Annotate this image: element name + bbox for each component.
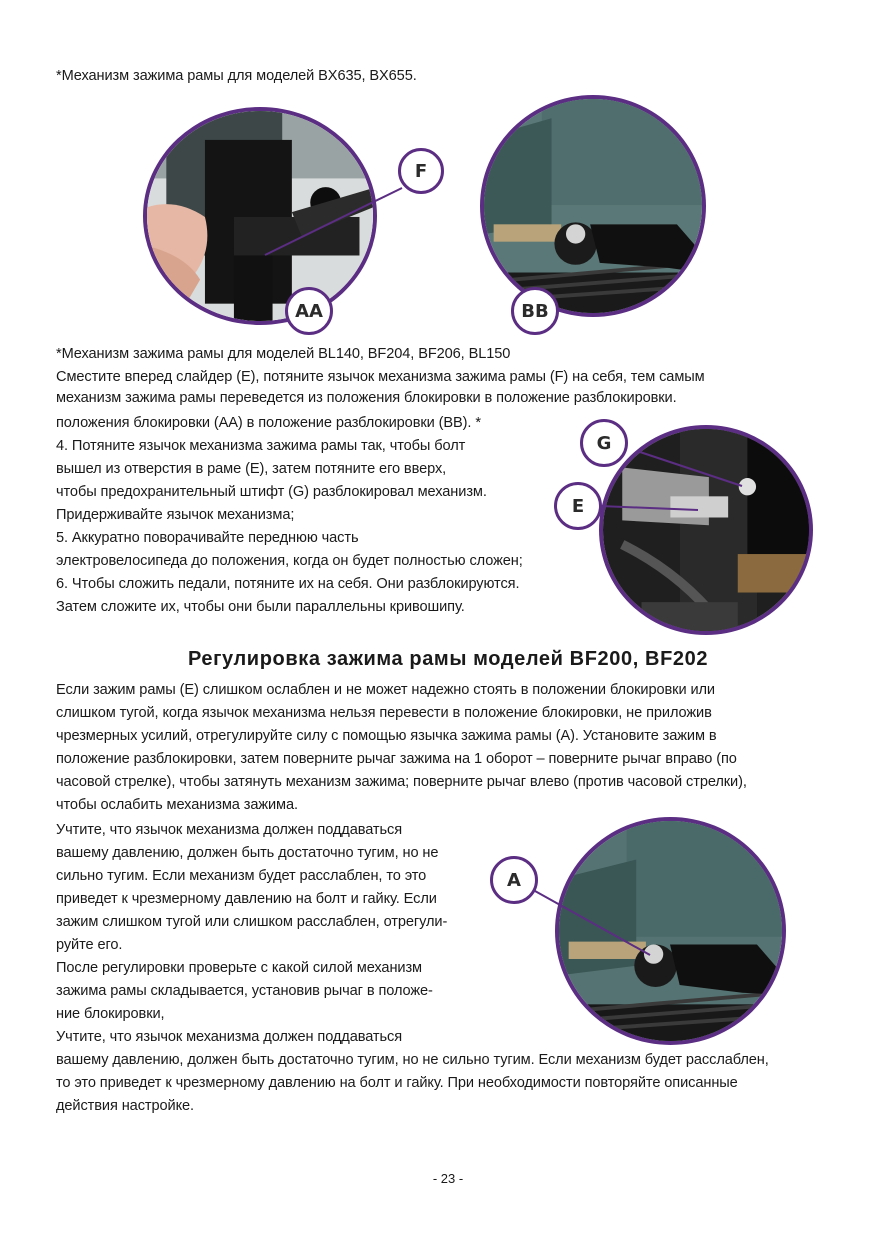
- text-line: вашему давлению, должен быть достаточно тугим, но не сильно тугим. Если механизм будет расслаблен,: [56, 1052, 769, 1068]
- text-line: Если зажим рамы (E) слишком ослаблен и не может надежно стоять в положении блокировки или: [56, 682, 715, 698]
- section-heading: Регулировка зажима рамы моделей BF200, BF202: [187, 648, 709, 670]
- text-line: ние блокировки,: [56, 1006, 165, 1022]
- label-g-badge: G: [580, 419, 628, 467]
- photo-safety-pin: [599, 425, 813, 635]
- text-line: зажим слишком тугой или слишком расслаблен, отрегули-: [56, 914, 448, 930]
- label-f-badge: F: [398, 148, 444, 194]
- text-line: чтобы предохранительный штифт (G) разблокировал механизм.: [56, 484, 487, 500]
- text-line: руйте его.: [56, 937, 123, 953]
- text-line: После регулировки проверьте с какой силой механизм: [56, 960, 422, 976]
- text-line: действия настройке.: [56, 1098, 194, 1114]
- label-aa-badge: AA: [285, 287, 333, 335]
- text-line: положение разблокировки, затем поверните рычаг зажима на 1 оборот – поверните рычаг вправо (по: [56, 751, 737, 767]
- text-line: Учтите, что язычок механизма должен поддаваться: [56, 822, 403, 838]
- page-number: - 23 -: [432, 1171, 464, 1186]
- text-line: положения блокировки (AA) в положение разблокировки (BB). *: [56, 415, 481, 431]
- photo-locked-position: [143, 107, 377, 325]
- text-line: зажима рамы складывается, установив рычаг в положе-: [56, 983, 433, 999]
- text-line: Затем сложите их, чтобы они были параллельны кривошипу.: [56, 599, 465, 615]
- text-line: слишком тугой, когда язычок механизма нельзя перевести в положение блокировки, не приложив: [56, 705, 712, 721]
- intro-line-2: механизм зажима рамы переведется из положения блокировки в положение разблокировки.: [56, 390, 677, 406]
- text-line: приведет к чрезмерному давлению на болт и гайку. Если: [56, 891, 437, 907]
- text-line: вышел из отверстия в раме (E), затем потяните его вверх,: [56, 461, 447, 477]
- label-a-badge: A: [490, 856, 538, 904]
- photo-unlocked-position: [480, 95, 706, 317]
- intro-line-1: Сместите вперед слайдер (E), потяните язычок механизма зажима рамы (F) на себя, тем самым: [56, 369, 705, 385]
- text-line: электровелосипеда до положения, когда он будет полностью сложен;: [56, 553, 523, 569]
- note-bl-models: *Механизм зажима рамы для моделей BL140, BF204, BF206, BL150: [56, 346, 511, 362]
- text-line: Учтите, что язычок механизма должен поддаваться: [56, 1029, 403, 1045]
- text-line: чтобы ослабить механизма зажима.: [56, 797, 298, 813]
- text-line: часовой стрелке), чтобы затянуть механизм зажима; поверните рычаг влево (против часовой стрелки),: [56, 774, 747, 790]
- text-line: 5. Аккуратно поворачивайте переднюю часть: [56, 530, 359, 546]
- text-line: то это приведет к чрезмерному давлению на болт и гайку. При необходимости повторяйте описанные: [56, 1075, 738, 1091]
- label-bb-badge: BB: [511, 287, 559, 335]
- text-line: 6. Чтобы сложить педали, потяните их на себя. Они разблокируются.: [56, 576, 520, 592]
- text-line: сильно тугим. Если механизм будет расслаблен, то это: [56, 868, 427, 884]
- text-line: чрезмерных усилий, отрегулируйте силу с помощью язычка зажима рамы (A). Установите зажим в: [56, 728, 717, 744]
- text-line: вашему давлению, должен быть достаточно тугим, но не: [56, 845, 439, 861]
- note-bx-models: *Механизм зажима рамы для моделей BX635, BX655.: [56, 68, 417, 84]
- text-line: 4. Потяните язычок механизма зажима рамы так, чтобы болт: [56, 438, 466, 454]
- adjustment-paragraph: [56, 679, 747, 817]
- label-e-badge: E: [554, 482, 602, 530]
- fold-instructions: [56, 412, 523, 619]
- text-line: Придерживайте язычок механизма;: [56, 507, 295, 523]
- photo-tension-lever: [555, 817, 786, 1045]
